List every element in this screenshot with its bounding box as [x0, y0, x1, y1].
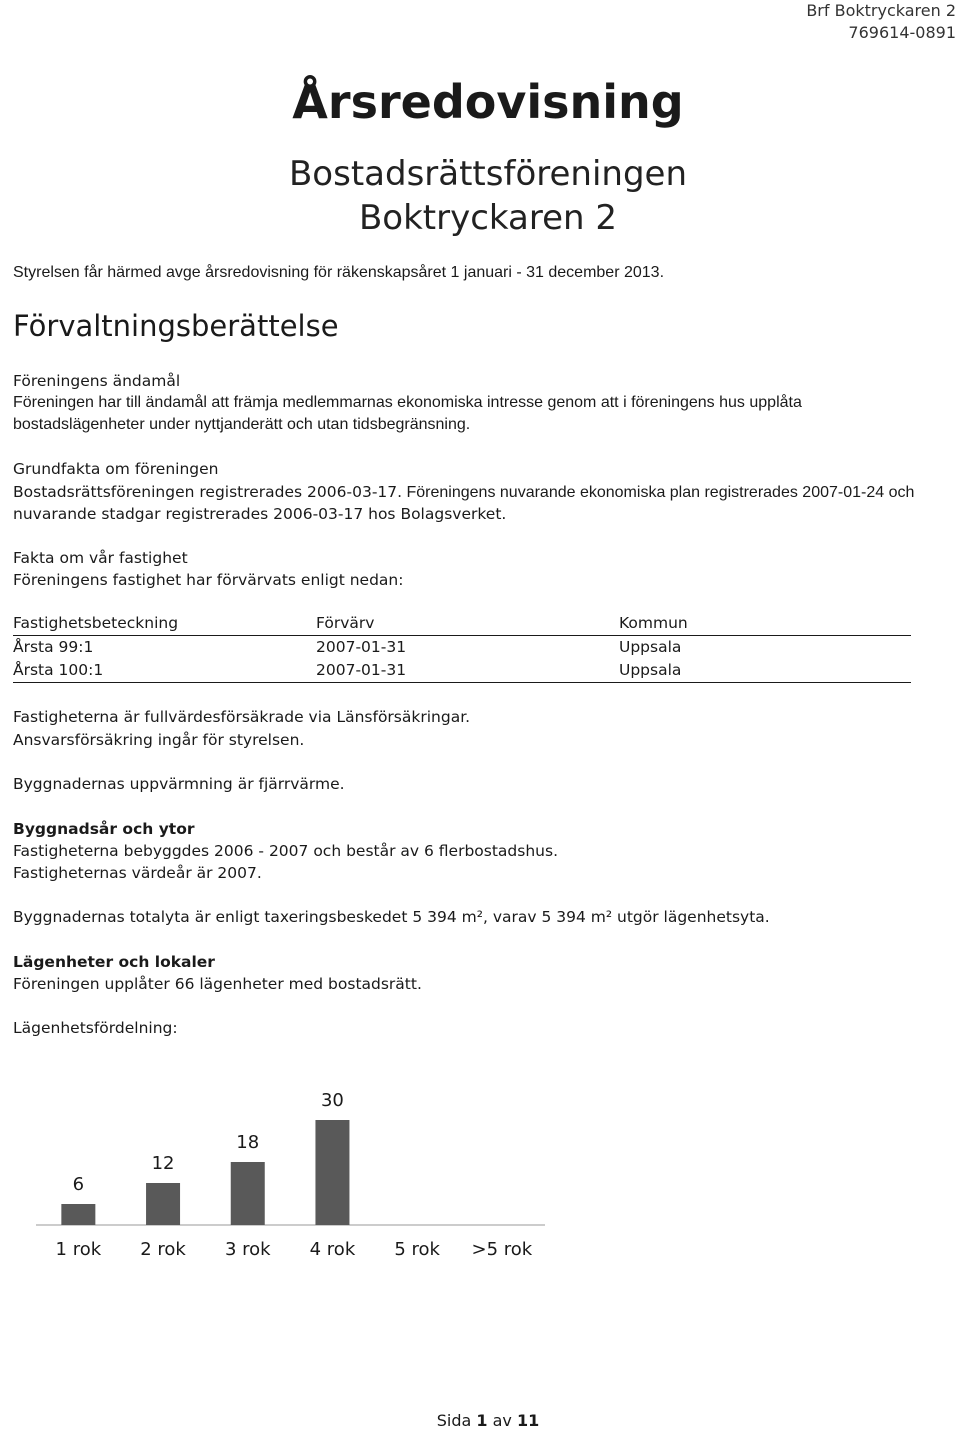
- build-year-heading: Byggnadsår och ytor: [13, 820, 195, 838]
- basic-facts-line1: [13, 481, 914, 504]
- header-org-name: Brf Boktryckaren 2: [806, 1, 956, 20]
- basic-facts-line1-a: Bostadsrättsföreningen registrerades 2006-03-17.: [13, 483, 403, 501]
- chart-bar: [146, 1183, 180, 1225]
- chart-data-label: 12: [151, 1153, 175, 1174]
- chart-data-label: 6: [72, 1174, 85, 1195]
- chart-category-label: 3 rok: [224, 1239, 271, 1260]
- table-cell: Uppsala: [619, 638, 682, 656]
- table-header-cell: Fastighetsbeteckning: [13, 614, 179, 632]
- area-text: Byggnadernas totalyta är enligt taxeringsbeskedet 5 394 m², varav 5 394 m² utgör lägenhetsyta.: [13, 908, 770, 926]
- purpose-line1: Föreningen har till ändamål att främja medlemmarnas ekonomiska intresse genom att i föreningens hus upplåta: [13, 394, 802, 411]
- table-header-row: [13, 612, 911, 636]
- page-footer: [0, 1410, 960, 1432]
- chart-category-label: 4 rok: [309, 1239, 356, 1260]
- table-row: [13, 636, 911, 659]
- table-cell: 2007-01-31: [316, 638, 407, 656]
- table-cell: Årsta 99:1: [13, 638, 94, 656]
- intro-text: Styrelsen får härmed avge årsredovisning för räkenskapsåret 1 januari - 31 december 2013.: [13, 264, 665, 281]
- build-year-line1: Fastigheterna bebyggdes 2006 - 2007 och består av 6 flerbostadshus.: [13, 842, 558, 860]
- basic-facts-line1-b: Föreningens nuvarande ekonomiska plan registrerades 2007-01-24 och: [402, 484, 915, 501]
- chart-bar: [61, 1204, 95, 1225]
- apartments-line1: Föreningen upplåter 66 lägenheter med bostadsrätt.: [13, 975, 422, 993]
- section-title: Förvaltningsberättelse: [13, 309, 339, 343]
- chart-category-label: 2 rok: [140, 1239, 186, 1260]
- insurance-line2: Ansvarsförsäkring ingår för styrelsen.: [13, 731, 305, 749]
- document-subtitle-line2: Boktryckaren 2: [358, 198, 617, 238]
- chart-category-label: 1 rok: [55, 1239, 102, 1260]
- chart-category-label: >5 rok: [471, 1239, 533, 1260]
- chart-data-label: 18: [236, 1132, 260, 1153]
- chart-bar: [315, 1120, 349, 1225]
- document-title: Årsredovisning: [292, 75, 684, 129]
- property-facts-line1: Föreningens fastighet har förvärvats enligt nedan:: [13, 571, 404, 589]
- table-row: [13, 659, 911, 683]
- property-facts-heading: Fakta om vår fastighet: [13, 549, 188, 567]
- apartment-distribution-chart: [0, 1070, 960, 1280]
- apartments-heading: Lägenheter och lokaler: [13, 953, 215, 971]
- table-header-cell: Kommun: [619, 614, 688, 632]
- insurance-line1: Fastigheterna är fullvärdesförsäkrade via Länsförsäkringar.: [13, 708, 471, 726]
- document-subtitle-line1: Bostadsrättsföreningen: [288, 154, 687, 194]
- chart-data-label: 30: [320, 1090, 344, 1111]
- footer-middle: av: [487, 1411, 517, 1430]
- table-cell: Årsta 100:1: [13, 661, 104, 679]
- footer-page-number: 1: [476, 1411, 488, 1430]
- table-cell: 2007-01-31: [316, 661, 407, 679]
- distribution-label: Lägenhetsfördelning:: [13, 1019, 178, 1037]
- purpose-heading: Föreningens ändamål: [13, 372, 181, 390]
- property-table: [13, 612, 911, 683]
- chart-bar: [231, 1162, 265, 1225]
- build-year-line2: Fastigheternas värdeår är 2007.: [13, 864, 262, 882]
- chart-category-label: 5 rok: [394, 1239, 440, 1260]
- basic-facts-line2: nuvarande stadgar registrerades 2006-03-17 hos Bolagsverket.: [13, 505, 507, 523]
- footer-total-pages: 11: [516, 1411, 540, 1430]
- purpose-line2: bostadslägenheter under nyttjanderätt och utan tidsbegränsning.: [13, 416, 471, 433]
- table-header-cell: Förvärv: [316, 614, 375, 632]
- basic-facts-heading: Grundfakta om föreningen: [13, 460, 219, 478]
- footer-prefix: Sida: [436, 1411, 477, 1430]
- header-org-number: 769614-0891: [848, 23, 956, 42]
- heating-text: Byggnadernas uppvärmning är fjärrvärme.: [13, 775, 345, 793]
- table-cell: Uppsala: [619, 661, 682, 679]
